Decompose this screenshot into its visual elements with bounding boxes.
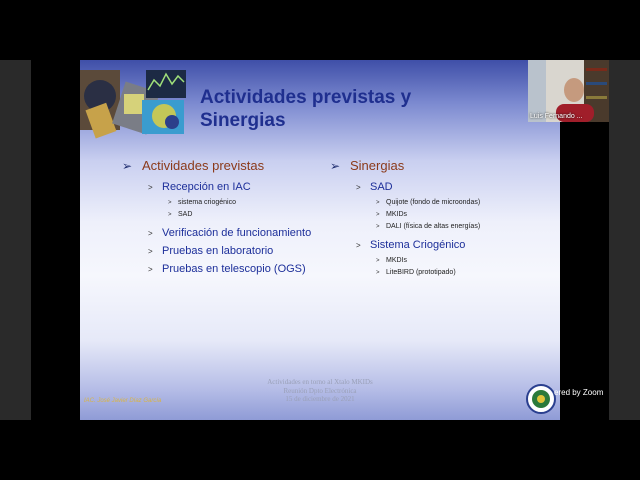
- sub-list-item: [376, 211, 530, 218]
- chevron-bullet-icon: >: [376, 257, 380, 264]
- chevron-bullet-icon: >: [168, 211, 172, 218]
- footer-line: Actividades en torno al Xtalo MKIDs: [267, 378, 373, 386]
- left-bar: [0, 60, 31, 420]
- slide-author: IAC. José Javier Díaz García: [84, 398, 162, 404]
- list-item: [356, 181, 530, 193]
- chevron-bullet-icon: >: [148, 228, 153, 238]
- left-heading-label: Actividades previstas: [142, 158, 265, 173]
- participant-name: Luis Fernando ...: [530, 113, 583, 120]
- chevron-bullet-icon: >: [148, 246, 153, 256]
- sub-list-item: [376, 223, 530, 230]
- list-item-label: SAD: [370, 181, 393, 193]
- slide-title: Actividades previstas y Sinergias: [200, 87, 412, 131]
- arrow-bullet-icon: ➢: [122, 158, 133, 173]
- sub-list-item-label: SAD: [178, 211, 193, 218]
- sub-list-item-label: MKIDs: [386, 211, 407, 218]
- chevron-bullet-icon: >: [148, 182, 153, 192]
- institution-seal-icon: [526, 384, 556, 414]
- participant-video[interactable]: [528, 60, 609, 122]
- right-bar: [609, 60, 640, 420]
- left-column: [122, 158, 352, 281]
- arrow-bullet-icon: ➢: [330, 158, 341, 173]
- list-item-label: Sistema Criogénico: [370, 239, 466, 251]
- list-item: [148, 245, 352, 257]
- right-heading-label: Sinergias: [350, 158, 405, 173]
- footer-line: Reunión Dpto Electrónica: [283, 386, 357, 395]
- shared-slide: [80, 60, 560, 420]
- list-item-label: Pruebas en telescopio (OGS): [162, 263, 306, 275]
- chevron-bullet-icon: >: [376, 269, 380, 276]
- list-item: [148, 263, 352, 275]
- chevron-bullet-icon: >: [148, 264, 153, 274]
- footer-line: 15 de diciembre de 2021: [285, 395, 355, 403]
- list-item-label: Verificación de funcionamiento: [162, 227, 312, 239]
- chevron-bullet-icon: >: [376, 223, 380, 230]
- right-heading: [330, 158, 530, 173]
- astronomy-collage-image: [80, 66, 190, 144]
- chevron-bullet-icon: >: [356, 240, 361, 250]
- chevron-bullet-icon: >: [376, 199, 380, 206]
- list-item-label: Recepción en IAC: [162, 181, 251, 193]
- sub-list-item-label: Quijote (fondo de microondas): [386, 199, 481, 206]
- list-item: [148, 227, 352, 239]
- list-item-label: Pruebas en laboratorio: [162, 245, 274, 257]
- chevron-bullet-icon: >: [168, 199, 172, 206]
- list-item: [356, 239, 530, 251]
- chevron-bullet-icon: >: [356, 182, 361, 192]
- sub-list-item-label: LiteBIRD (prototipado): [386, 269, 456, 276]
- chevron-bullet-icon: >: [376, 211, 380, 218]
- sub-list-item: [168, 211, 352, 218]
- sub-list-item: [168, 199, 352, 206]
- right-column: [330, 158, 530, 281]
- sub-list-item-label: sistema criogénico: [178, 199, 236, 206]
- sub-list-item-label: MKDIs: [386, 257, 407, 264]
- list-item: [148, 181, 352, 193]
- left-heading: [122, 158, 352, 173]
- zoom-watermark: ered by Zoom: [554, 388, 604, 397]
- sub-list-item: [376, 269, 530, 276]
- sub-list-item: [376, 199, 530, 206]
- slide-footer: [240, 378, 400, 404]
- sub-list-item: [376, 257, 530, 264]
- sub-list-item-label: DALI (física de altas energías): [386, 223, 481, 230]
